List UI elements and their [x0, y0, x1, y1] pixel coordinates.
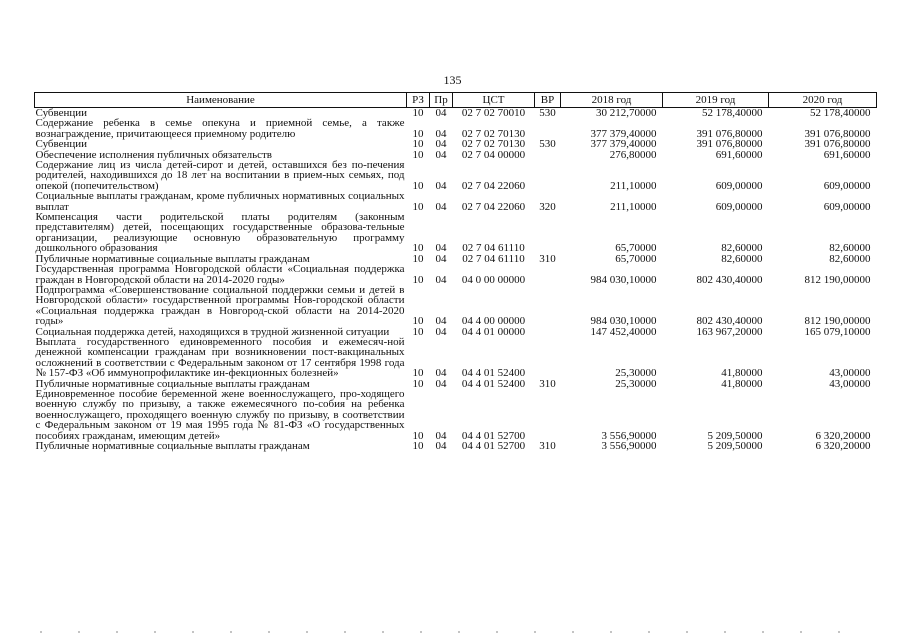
- cell-2019: 609,00000: [715, 200, 763, 213]
- table-row: [35, 191, 877, 212]
- cell-rz: 10: [412, 252, 424, 265]
- table-row: [35, 285, 877, 327]
- cell-2018: 25,30000: [615, 367, 657, 380]
- cell-cst: 04 4 01 52700: [461, 440, 526, 452]
- table-row: [35, 212, 877, 254]
- cell-vr: 320: [539, 200, 556, 213]
- cell-2019: 802 430,40000: [696, 315, 763, 328]
- cell-rz: 10: [412, 107, 424, 119]
- cell-2018: 3 556,90000: [601, 429, 657, 442]
- cell-2020: 43,00000: [829, 377, 871, 390]
- cell-vr: [535, 285, 561, 327]
- cell-rz: 10: [412, 273, 424, 286]
- header-vr: ВР: [535, 93, 561, 108]
- cell-cst: 02 7 02 70010: [461, 107, 526, 119]
- cell-rz: 10: [412, 200, 424, 213]
- cell-rz: 10: [412, 148, 424, 161]
- cell-name: Социальная поддержка детей, находящихся в трудной жизненной ситуации: [35, 325, 390, 338]
- cell-2018: 276,80000: [609, 148, 657, 161]
- cell-rz: 10: [412, 127, 424, 140]
- cell-rz: 10: [412, 367, 424, 380]
- cell-2018: 211,10000: [610, 200, 657, 213]
- cell-rz: 10: [412, 138, 424, 151]
- cell-2020: 609,00000: [823, 200, 871, 213]
- cell-pr: 04: [435, 148, 447, 161]
- cell-vr: [535, 118, 561, 139]
- cell-cst: 02 7 02 70130: [461, 138, 526, 151]
- cell-name: Субвенции: [35, 107, 88, 119]
- cell-cst: 02 7 04 22060: [461, 179, 526, 192]
- cell-cst: 04 4 01 00000: [461, 325, 526, 338]
- cell-rz: 10: [412, 377, 424, 390]
- header-2018: 2018 год: [561, 93, 663, 108]
- cell-name: Обеспечение исполнения публичных обязательств: [35, 148, 273, 161]
- header-rz: РЗ: [407, 93, 430, 108]
- cell-vr: 530: [539, 107, 556, 119]
- scan-artifact-line: [40, 631, 860, 633]
- cell-2018: 984 030,10000: [590, 315, 657, 328]
- cell-2018: 25,30000: [615, 377, 657, 390]
- cell-2019: 82,60000: [721, 242, 763, 255]
- table-row: [35, 118, 877, 139]
- cell-pr: 04: [435, 367, 447, 380]
- cell-2020: 52 178,40000: [810, 107, 871, 119]
- table-header-row: [35, 93, 877, 108]
- cell-2020: 6 320,20000: [815, 440, 871, 452]
- cell-rz: 10: [412, 429, 424, 442]
- cell-pr: 04: [435, 107, 447, 119]
- cell-cst: 02 7 04 00000: [461, 148, 526, 161]
- cell-2019: 82,60000: [721, 252, 763, 265]
- cell-2020: 391 076,80000: [804, 127, 871, 140]
- cell-cst: 04 4 00 00000: [461, 315, 526, 328]
- cell-2020: 609,00000: [823, 179, 871, 192]
- cell-cst: 04 0 00 00000: [461, 273, 526, 286]
- cell-name: Социальные выплаты гражданам, кроме публичных нормативных социальных выплат: [35, 190, 405, 213]
- cell-pr: 04: [435, 127, 447, 140]
- cell-name: Содержание лиц из числа детей-сирот и детей, оставшихся без по-печения родителей, находившихся до 18 лет на воспитании в прием-ных семьях, под опекой (попечительством): [35, 159, 405, 192]
- table-row: [35, 264, 877, 285]
- cell-vr: [535, 337, 561, 379]
- cell-pr: 04: [435, 315, 447, 328]
- cell-2020: 165 079,10000: [804, 325, 871, 338]
- cell-2019: 391 076,80000: [696, 138, 763, 151]
- cell-name: Единовременное пособие беременной жене военнослужащего, про-ходящего военную службу по призыву, а также ежемесячного по-собия на ребенка военнослужащего, проходящего военную службу по призыву, в соответствии с Федеральным законом от 19 мая 1995 года № 81-ФЗ «О государственных пособиях гражданам, имеющим детей»: [35, 387, 405, 442]
- cell-rz: 10: [412, 325, 424, 338]
- header-2020: 2020 год: [769, 93, 877, 108]
- cell-pr: 04: [435, 325, 447, 338]
- table-body: [35, 108, 877, 452]
- cell-2019: 41,80000: [721, 377, 763, 390]
- cell-rz: 10: [412, 242, 424, 255]
- cell-2019: 609,00000: [715, 179, 763, 192]
- cell-2020: 391 076,80000: [804, 138, 871, 151]
- cell-2019: 5 209,50000: [707, 429, 763, 442]
- cell-cst: 02 7 04 22060: [461, 200, 526, 213]
- cell-pr: 04: [435, 377, 447, 390]
- budget-table: [34, 92, 877, 451]
- cell-name: Подпрограмма «Совершенствование социальной поддержки семьи и детей в Новгородской области» государственной программы Нов-городской области «Социальная поддержка граждан в Новгород-ской области на 2014-2020 годы»: [35, 283, 405, 328]
- cell-name: Компенсация части родительской платы родителям (законным представителям) детей, посещающих государственные образова-тельные организации, реализующие основную образовательную программу дошкольного образования: [35, 211, 405, 255]
- header-pr: Пр: [430, 93, 453, 108]
- cell-name: Выплата государственного единовременного пособия и ежемесяч-ной денежной компенсации гражданам при возникновении пост-вакцинальных осложнений в соответствии с Федеральным законом от 17 сентября 1998 года № 157-ФЗ «Об иммунопрофилактике ин-фекционных болезней»: [35, 335, 405, 380]
- header-name: Наименование: [35, 93, 407, 108]
- cell-name: Публичные нормативные социальные выплаты гражданам: [35, 440, 310, 452]
- cell-name: Публичные нормативные социальные выплаты гражданам: [35, 252, 310, 265]
- cell-rz: 10: [412, 179, 424, 192]
- table-row: [35, 337, 877, 379]
- cell-cst: 02 7 04 61110: [462, 252, 525, 265]
- cell-cst: 02 7 02 70130: [461, 127, 526, 140]
- cell-2018: 147 452,40000: [590, 325, 657, 338]
- cell-2019: 5 209,50000: [707, 440, 763, 452]
- cell-name: Государственная программа Новгородской области «Социальная поддержка граждан в Новгородской области на 2014-2020 годы»: [35, 263, 405, 286]
- cell-2019: 391 076,80000: [696, 127, 763, 140]
- cell-2020: 812 190,00000: [804, 315, 871, 328]
- cell-pr: 04: [435, 200, 447, 213]
- cell-vr: 530: [539, 138, 556, 151]
- cell-cst: 04 4 01 52400: [461, 367, 526, 380]
- page-number: 135: [443, 73, 462, 87]
- cell-2018: 65,70000: [615, 252, 657, 265]
- cell-2018: 377 379,40000: [590, 138, 657, 151]
- cell-pr: 04: [435, 273, 447, 286]
- cell-2018: 3 556,90000: [601, 440, 657, 452]
- cell-2019: 52 178,40000: [702, 107, 763, 119]
- cell-2018: 377 379,40000: [590, 127, 657, 140]
- cell-2019: 691,60000: [715, 148, 763, 161]
- cell-cst: 04 4 01 52700: [461, 429, 526, 442]
- cell-pr: 04: [435, 138, 447, 151]
- cell-vr: [535, 150, 561, 160]
- table-row: [35, 441, 877, 451]
- cell-vr: 310: [539, 440, 556, 452]
- cell-cst: 02 7 04 61110: [462, 242, 525, 255]
- cell-vr: [535, 160, 561, 191]
- cell-vr: 310: [539, 377, 556, 390]
- cell-vr: 310: [539, 252, 556, 265]
- cell-2018: 984 030,10000: [590, 273, 657, 286]
- cell-pr: 04: [435, 440, 447, 452]
- cell-2019: 163 967,20000: [696, 325, 763, 338]
- cell-2018: 30 212,70000: [596, 107, 657, 119]
- cell-name: Содержание ребенка в семье опекуна и приемной семье, а также вознаграждение, причитающееся приемному родителю: [35, 117, 405, 140]
- header-2019: 2019 год: [663, 93, 769, 108]
- cell-2020: 82,60000: [829, 252, 871, 265]
- cell-2018: 211,10000: [610, 179, 657, 192]
- cell-2019: 802 430,40000: [696, 273, 763, 286]
- cell-pr: 04: [435, 252, 447, 265]
- cell-vr: [535, 264, 561, 285]
- cell-rz: 10: [412, 440, 424, 452]
- cell-2019: 41,80000: [721, 367, 763, 380]
- cell-2020: 6 320,20000: [815, 429, 871, 442]
- cell-cst: 04 4 01 52400: [461, 377, 526, 390]
- cell-name: Публичные нормативные социальные выплаты гражданам: [35, 377, 310, 390]
- cell-2020: 691,60000: [823, 148, 871, 161]
- cell-vr: [535, 327, 561, 337]
- cell-rz: 10: [412, 315, 424, 328]
- cell-vr: [535, 212, 561, 254]
- cell-pr: 04: [435, 242, 447, 255]
- cell-2018: 65,70000: [615, 242, 657, 255]
- cell-vr: [535, 389, 561, 441]
- cell-2020: 82,60000: [829, 242, 871, 255]
- table-row: [35, 160, 877, 191]
- table-row: [35, 389, 877, 441]
- header-cst: ЦСТ: [453, 93, 535, 108]
- cell-pr: 04: [435, 179, 447, 192]
- cell-pr: 04: [435, 429, 447, 442]
- cell-name: Субвенции: [35, 138, 88, 151]
- cell-2020: 812 190,00000: [804, 273, 871, 286]
- cell-2020: 43,00000: [829, 367, 871, 380]
